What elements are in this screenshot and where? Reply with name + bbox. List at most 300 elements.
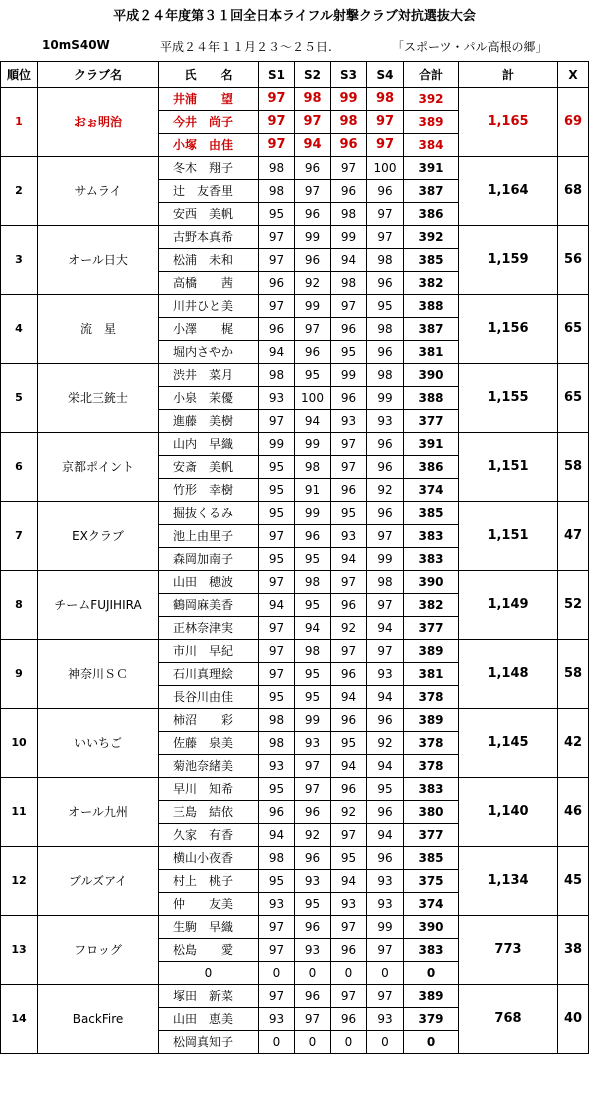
club-name: 神奈川ＳＣ: [38, 640, 159, 709]
series-score: 96: [331, 479, 367, 502]
club-name: ブルズアイ: [38, 847, 159, 916]
member-total: 377: [404, 824, 459, 847]
club-name: オール日大: [38, 226, 159, 295]
series-score: 95: [259, 502, 295, 525]
member-name: 生駒 早織: [159, 916, 259, 939]
series-score: 95: [259, 686, 295, 709]
team-total: 1,156: [459, 295, 558, 364]
series-score: 96: [331, 387, 367, 410]
team-total: 1,149: [459, 571, 558, 640]
series-score: 99: [295, 502, 331, 525]
series-score: 92: [331, 801, 367, 824]
team-x-count: 58: [558, 433, 589, 502]
team-x-count: 52: [558, 571, 589, 640]
header-s3: S3: [331, 62, 367, 88]
table-row: [1, 502, 589, 525]
team-total: 1,155: [459, 364, 558, 433]
series-score: 95: [367, 295, 404, 318]
series-score: 97: [331, 824, 367, 847]
member-total: 378: [404, 755, 459, 778]
member-total: 389: [404, 111, 459, 134]
series-score: 96: [331, 134, 367, 157]
member-name: 掘抜くるみ: [159, 502, 259, 525]
member-total: 391: [404, 157, 459, 180]
series-score: 0: [331, 962, 367, 985]
series-score: 95: [259, 778, 295, 801]
series-score: 94: [367, 617, 404, 640]
series-score: 96: [367, 801, 404, 824]
table-row: [1, 571, 589, 594]
member-total: 377: [404, 410, 459, 433]
club-name: 流 星: [38, 295, 159, 364]
table-row: [1, 709, 589, 732]
header-sum: 合計: [404, 62, 459, 88]
series-score: 98: [331, 272, 367, 295]
table-row: [1, 295, 589, 318]
member-total: 374: [404, 479, 459, 502]
member-total: 0: [404, 1031, 459, 1054]
series-score: 99: [295, 709, 331, 732]
series-score: 92: [295, 272, 331, 295]
event-name: 10mS40W: [42, 38, 110, 52]
series-score: 91: [295, 479, 331, 502]
series-score: 92: [367, 479, 404, 502]
member-total: 377: [404, 617, 459, 640]
series-score: 98: [295, 88, 331, 111]
header-row: [1, 62, 589, 88]
series-score: 97: [367, 525, 404, 548]
series-score: 93: [367, 870, 404, 893]
series-score: 96: [259, 801, 295, 824]
series-score: 97: [295, 180, 331, 203]
series-score: 0: [259, 962, 295, 985]
team-x-count: 47: [558, 502, 589, 571]
member-name: 0: [159, 962, 259, 985]
series-score: 99: [295, 226, 331, 249]
team-x-count: 56: [558, 226, 589, 295]
series-score: 98: [259, 364, 295, 387]
rank-cell: 6: [1, 433, 38, 502]
member-name: 小塚 由佳: [159, 134, 259, 157]
series-score: 99: [367, 548, 404, 571]
series-score: 99: [295, 295, 331, 318]
rank-cell: 12: [1, 847, 38, 916]
series-score: 96: [331, 1008, 367, 1031]
series-score: 96: [367, 456, 404, 479]
rank-cell: 7: [1, 502, 38, 571]
member-name: 辻 友香里: [159, 180, 259, 203]
team-total: 1,159: [459, 226, 558, 295]
series-score: 95: [295, 364, 331, 387]
series-score: 94: [331, 870, 367, 893]
event-info: [0, 34, 589, 58]
member-name: 山内 早織: [159, 433, 259, 456]
series-score: 100: [295, 387, 331, 410]
series-score: 98: [295, 571, 331, 594]
series-score: 98: [259, 180, 295, 203]
member-total: 378: [404, 686, 459, 709]
series-score: 96: [367, 502, 404, 525]
series-score: 96: [331, 939, 367, 962]
member-name: 渋井 菜月: [159, 364, 259, 387]
club-name: サムライ: [38, 157, 159, 226]
series-score: 95: [295, 893, 331, 916]
series-score: 93: [331, 893, 367, 916]
series-score: 0: [295, 1031, 331, 1054]
member-name: 松島 愛: [159, 939, 259, 962]
rank-cell: 4: [1, 295, 38, 364]
table-row: [1, 916, 589, 939]
member-name: 久家 有香: [159, 824, 259, 847]
series-score: 95: [331, 847, 367, 870]
series-score: 95: [259, 870, 295, 893]
series-score: 96: [295, 249, 331, 272]
series-score: 96: [331, 180, 367, 203]
series-score: 97: [259, 571, 295, 594]
series-score: 97: [295, 318, 331, 341]
club-name: BackFire: [38, 985, 159, 1054]
member-name: 安斎 美帆: [159, 456, 259, 479]
team-x-count: 42: [558, 709, 589, 778]
series-score: 98: [367, 318, 404, 341]
series-score: 98: [295, 640, 331, 663]
series-score: 97: [367, 226, 404, 249]
member-total: 387: [404, 318, 459, 341]
member-total: 386: [404, 203, 459, 226]
team-total: 1,140: [459, 778, 558, 847]
member-name: 菊池奈緒美: [159, 755, 259, 778]
rank-cell: 2: [1, 157, 38, 226]
event-date: 平成２４年１１月２３～２５日.: [160, 40, 332, 54]
series-score: 95: [295, 686, 331, 709]
club-name: 栄北三銃士: [38, 364, 159, 433]
series-score: 98: [367, 364, 404, 387]
header-total: 計: [459, 62, 558, 88]
series-score: 94: [331, 249, 367, 272]
series-score: 99: [331, 226, 367, 249]
series-score: 98: [367, 249, 404, 272]
rank-cell: 8: [1, 571, 38, 640]
series-score: 97: [367, 203, 404, 226]
rank-cell: 5: [1, 364, 38, 433]
series-score: 97: [331, 295, 367, 318]
series-score: 97: [259, 640, 295, 663]
series-score: 93: [331, 525, 367, 548]
team-x-count: 40: [558, 985, 589, 1054]
rank-cell: 1: [1, 88, 38, 157]
series-score: 0: [295, 962, 331, 985]
series-score: 95: [367, 778, 404, 801]
series-score: 97: [259, 525, 295, 548]
member-total: 390: [404, 916, 459, 939]
team-total: 1,164: [459, 157, 558, 226]
header-s1: S1: [259, 62, 295, 88]
member-name: 高橋 茜: [159, 272, 259, 295]
series-score: 0: [367, 1031, 404, 1054]
series-score: 97: [367, 640, 404, 663]
series-score: 93: [367, 663, 404, 686]
series-score: 93: [367, 893, 404, 916]
series-score: 96: [367, 847, 404, 870]
member-total: 390: [404, 364, 459, 387]
rank-cell: 14: [1, 985, 38, 1054]
member-name: 古野本真希: [159, 226, 259, 249]
series-score: 97: [367, 594, 404, 617]
team-total: 1,148: [459, 640, 558, 709]
series-score: 96: [331, 709, 367, 732]
member-name: 市川 早紀: [159, 640, 259, 663]
team-x-count: 65: [558, 364, 589, 433]
series-score: 95: [295, 594, 331, 617]
series-score: 95: [295, 548, 331, 571]
team-x-count: 38: [558, 916, 589, 985]
header-s2: S2: [295, 62, 331, 88]
member-total: 382: [404, 594, 459, 617]
series-score: 96: [331, 663, 367, 686]
team-x-count: 45: [558, 847, 589, 916]
series-score: 99: [367, 916, 404, 939]
member-name: 鶴岡麻美香: [159, 594, 259, 617]
series-score: 93: [259, 387, 295, 410]
member-name: 堀内さやか: [159, 341, 259, 364]
series-score: 97: [259, 985, 295, 1008]
series-score: 94: [331, 755, 367, 778]
member-name: 安西 美帆: [159, 203, 259, 226]
series-score: 98: [367, 88, 404, 111]
series-score: 99: [331, 88, 367, 111]
series-score: 97: [295, 755, 331, 778]
member-total: 0: [404, 962, 459, 985]
series-score: 97: [295, 778, 331, 801]
series-score: 99: [295, 433, 331, 456]
rank-cell: 13: [1, 916, 38, 985]
rank-cell: 10: [1, 709, 38, 778]
series-score: 96: [367, 433, 404, 456]
header-name: 氏 名: [159, 62, 259, 88]
table-row: [1, 847, 589, 870]
member-total: 379: [404, 1008, 459, 1031]
series-score: 96: [259, 272, 295, 295]
member-total: 391: [404, 433, 459, 456]
series-score: 97: [259, 111, 295, 134]
series-score: 98: [259, 709, 295, 732]
member-name: 今井 尚子: [159, 111, 259, 134]
header-rank: 順位: [1, 62, 38, 88]
series-score: 98: [295, 456, 331, 479]
rank-cell: 11: [1, 778, 38, 847]
series-score: 97: [259, 226, 295, 249]
team-total: 768: [459, 985, 558, 1054]
member-name: 柿沼 彩: [159, 709, 259, 732]
table-row: [1, 157, 589, 180]
member-name: 長谷川由佳: [159, 686, 259, 709]
series-score: 98: [259, 847, 295, 870]
member-name: 池上由里子: [159, 525, 259, 548]
member-total: 382: [404, 272, 459, 295]
series-score: 97: [259, 249, 295, 272]
series-score: 96: [295, 801, 331, 824]
member-total: 385: [404, 249, 459, 272]
series-score: 95: [259, 456, 295, 479]
rank-cell: 9: [1, 640, 38, 709]
member-name: 冬木 翔子: [159, 157, 259, 180]
series-score: 93: [259, 755, 295, 778]
series-score: 97: [367, 939, 404, 962]
event-venue: 「スポーツ・パル高根の郷」: [392, 40, 548, 54]
table-row: [1, 985, 589, 1008]
series-score: 97: [259, 617, 295, 640]
series-score: 97: [331, 157, 367, 180]
team-x-count: 68: [558, 157, 589, 226]
member-name: 村上 桃子: [159, 870, 259, 893]
member-name: 早川 知希: [159, 778, 259, 801]
series-score: 94: [259, 824, 295, 847]
series-score: 97: [367, 134, 404, 157]
member-total: 383: [404, 525, 459, 548]
series-score: 96: [295, 341, 331, 364]
member-total: 392: [404, 226, 459, 249]
member-name: 石川真理絵: [159, 663, 259, 686]
series-score: 97: [367, 985, 404, 1008]
member-total: 378: [404, 732, 459, 755]
member-name: 仲 友美: [159, 893, 259, 916]
series-score: 96: [367, 272, 404, 295]
club-name: フロッグ: [38, 916, 159, 985]
member-total: 383: [404, 939, 459, 962]
series-score: 97: [331, 571, 367, 594]
club-name: 京都ポイント: [38, 433, 159, 502]
table-row: [1, 640, 589, 663]
series-score: 98: [259, 732, 295, 755]
series-score: 94: [367, 824, 404, 847]
series-score: 95: [259, 203, 295, 226]
member-name: 山田 穂波: [159, 571, 259, 594]
table-row: [1, 226, 589, 249]
team-x-count: 65: [558, 295, 589, 364]
page-title: 平成２４年度第３１回全日本ライフル射撃クラブ対抗選抜大会: [113, 9, 476, 24]
series-score: 97: [259, 88, 295, 111]
series-score: 98: [331, 111, 367, 134]
series-score: 97: [259, 410, 295, 433]
member-total: 385: [404, 847, 459, 870]
series-score: 93: [295, 870, 331, 893]
header-x: X: [558, 62, 589, 88]
team-total: 1,151: [459, 433, 558, 502]
member-total: 384: [404, 134, 459, 157]
series-score: 94: [367, 686, 404, 709]
series-score: 93: [295, 939, 331, 962]
member-total: 389: [404, 709, 459, 732]
series-score: 0: [367, 962, 404, 985]
club-name: オール九州: [38, 778, 159, 847]
series-score: 94: [331, 686, 367, 709]
series-score: 96: [367, 341, 404, 364]
member-total: 387: [404, 180, 459, 203]
member-total: 383: [404, 548, 459, 571]
team-total: 1,151: [459, 502, 558, 571]
member-total: 381: [404, 341, 459, 364]
member-name: 小泉 茉優: [159, 387, 259, 410]
series-score: 96: [295, 847, 331, 870]
member-name: 井浦 望: [159, 88, 259, 111]
series-score: 93: [367, 410, 404, 433]
member-name: 森岡加南子: [159, 548, 259, 571]
series-score: 99: [331, 364, 367, 387]
series-score: 92: [295, 824, 331, 847]
series-score: 97: [331, 640, 367, 663]
team-x-count: 69: [558, 88, 589, 157]
series-score: 99: [367, 387, 404, 410]
series-score: 94: [295, 617, 331, 640]
member-name: 松浦 未和: [159, 249, 259, 272]
member-name: 佐藤 泉美: [159, 732, 259, 755]
results-body: [1, 88, 589, 1054]
series-score: 97: [295, 111, 331, 134]
member-name: 竹形 幸樹: [159, 479, 259, 502]
series-score: 95: [295, 663, 331, 686]
member-total: 375: [404, 870, 459, 893]
member-total: 388: [404, 387, 459, 410]
club-name: チームFUJIHIRA: [38, 571, 159, 640]
member-name: 正林奈津実: [159, 617, 259, 640]
member-total: 392: [404, 88, 459, 111]
team-x-count: 58: [558, 640, 589, 709]
results-table: [0, 61, 589, 1054]
series-score: 93: [259, 893, 295, 916]
series-score: 96: [331, 594, 367, 617]
series-score: 97: [259, 916, 295, 939]
member-name: 山田 恵美: [159, 1008, 259, 1031]
series-score: 96: [295, 157, 331, 180]
series-score: 94: [259, 594, 295, 617]
club-name: EXクラブ: [38, 502, 159, 571]
series-score: 99: [259, 433, 295, 456]
series-score: 94: [331, 548, 367, 571]
series-score: 96: [367, 709, 404, 732]
series-score: 96: [367, 180, 404, 203]
series-score: 98: [367, 571, 404, 594]
member-total: 374: [404, 893, 459, 916]
series-score: 96: [331, 778, 367, 801]
series-score: 95: [259, 548, 295, 571]
club-name: おぉ明治: [38, 88, 159, 157]
series-score: 0: [331, 1031, 367, 1054]
member-total: 390: [404, 571, 459, 594]
team-total: 773: [459, 916, 558, 985]
team-total: 1,134: [459, 847, 558, 916]
series-score: 92: [331, 617, 367, 640]
series-score: 92: [367, 732, 404, 755]
series-score: 0: [259, 1031, 295, 1054]
series-score: 94: [295, 410, 331, 433]
series-score: 93: [331, 410, 367, 433]
series-score: 97: [259, 295, 295, 318]
member-name: 川井ひと美: [159, 295, 259, 318]
series-score: 95: [331, 341, 367, 364]
series-score: 96: [295, 985, 331, 1008]
member-total: 386: [404, 456, 459, 479]
club-name: いいちご: [38, 709, 159, 778]
table-row: [1, 88, 589, 111]
table-row: [1, 364, 589, 387]
series-score: 96: [331, 318, 367, 341]
team-total: 1,165: [459, 88, 558, 157]
series-score: 94: [367, 755, 404, 778]
table-row: [1, 778, 589, 801]
series-score: 97: [331, 456, 367, 479]
series-score: 95: [331, 502, 367, 525]
member-total: 380: [404, 801, 459, 824]
